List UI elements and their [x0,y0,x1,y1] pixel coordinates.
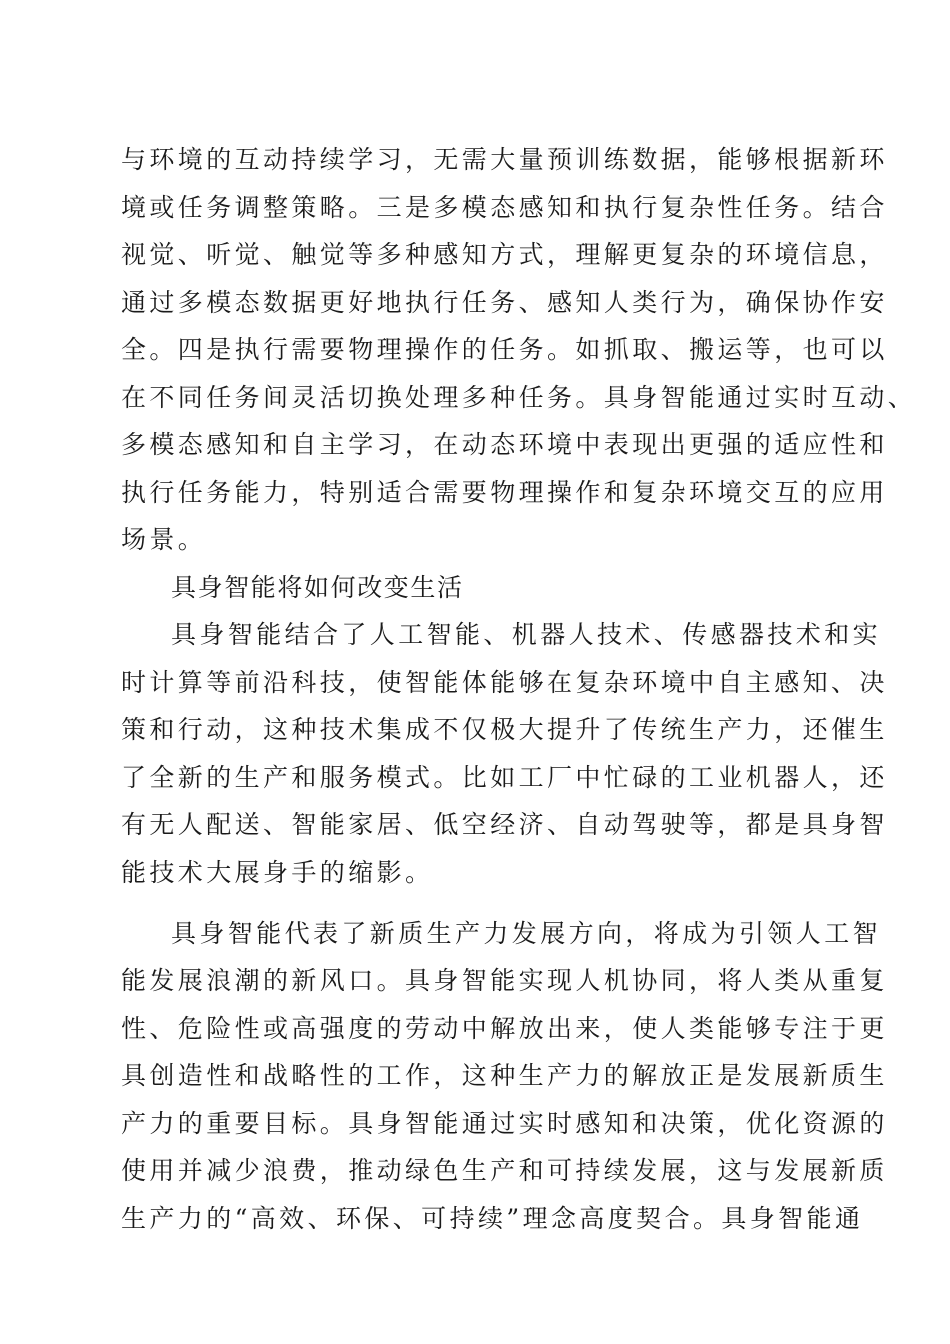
paragraph-2-line-2: 时计算等前沿科技，使智能体能够在复杂环境中自主感知、决 [121,668,888,697]
paragraph-1-line-4: 通过多模态数据更好地执行任务、感知人类行为，确保协作安 [121,288,888,317]
paragraph-1-line-5: 全。四是执行需要物理操作的任务。如抓取、搬运等，也可以 [121,335,888,364]
paragraph-2-line-4: 了全新的生产和服务模式。比如工厂中忙碌的工业机器人，还 [121,763,888,792]
paragraph-3-line-6: 使用并减少浪费，推动绿色生产和可持续发展，这与发展新质 [121,1156,888,1185]
paragraph-2-line-1: 具身智能结合了人工智能、机器人技术、传感器技术和实 [171,620,882,649]
paragraph-1-line-7: 多模态感知和自主学习，在动态环境中表现出更强的适应性和 [121,430,888,459]
paragraph-1-line-9: 场景。 [121,525,207,554]
paragraph-1-line-8: 执行任务能力，特别适合需要物理操作和复杂环境交互的应用 [121,478,888,507]
paragraph-3-line-1: 具身智能代表了新质生产力发展方向，将成为引领人工智 [171,919,882,948]
paragraph-3-line-4: 具创造性和战略性的工作，这种生产力的解放正是发展新质生 [121,1061,888,1090]
paragraph-3-line-2: 能发展浪潮的新风口。具身智能实现人机协同，将人类从重复 [121,966,888,995]
paragraph-3-line-5: 产力的重要目标。具身智能通过实时感知和决策，优化资源的 [121,1109,888,1138]
paragraph-1-line-6: 在不同任务间灵活切换处理多种任务。具身智能通过实时互动、 [121,383,917,412]
paragraph-3-line-3: 性、危险性或高强度的劳动中解放出来，使人类能够专注于更 [121,1014,888,1043]
paragraph-2-line-6: 能技术大展身手的缩影。 [121,858,434,887]
paragraph-1-line-3: 视觉、听觉、触觉等多种感知方式，理解更复杂的环境信息， [121,240,888,269]
paragraph-2-line-5: 有无人配送、智能家居、低空经济、自动驾驶等，都是具身智 [121,810,888,839]
paragraph-3-line-7: 生产力的“高效、环保、可持续”理念高度契合。具身智能通 [121,1204,864,1233]
section-heading: 具身智能将如何改变生活 [171,573,464,602]
paragraph-2-line-3: 策和行动，这种技术集成不仅极大提升了传统生产力，还催生 [121,715,888,744]
paragraph-1-line-2: 境或任务调整策略。三是多模态感知和执行复杂性任务。结合 [121,193,888,222]
paragraph-1-line-1: 与环境的互动持续学习，无需大量预训练数据，能够根据新环 [121,145,888,174]
